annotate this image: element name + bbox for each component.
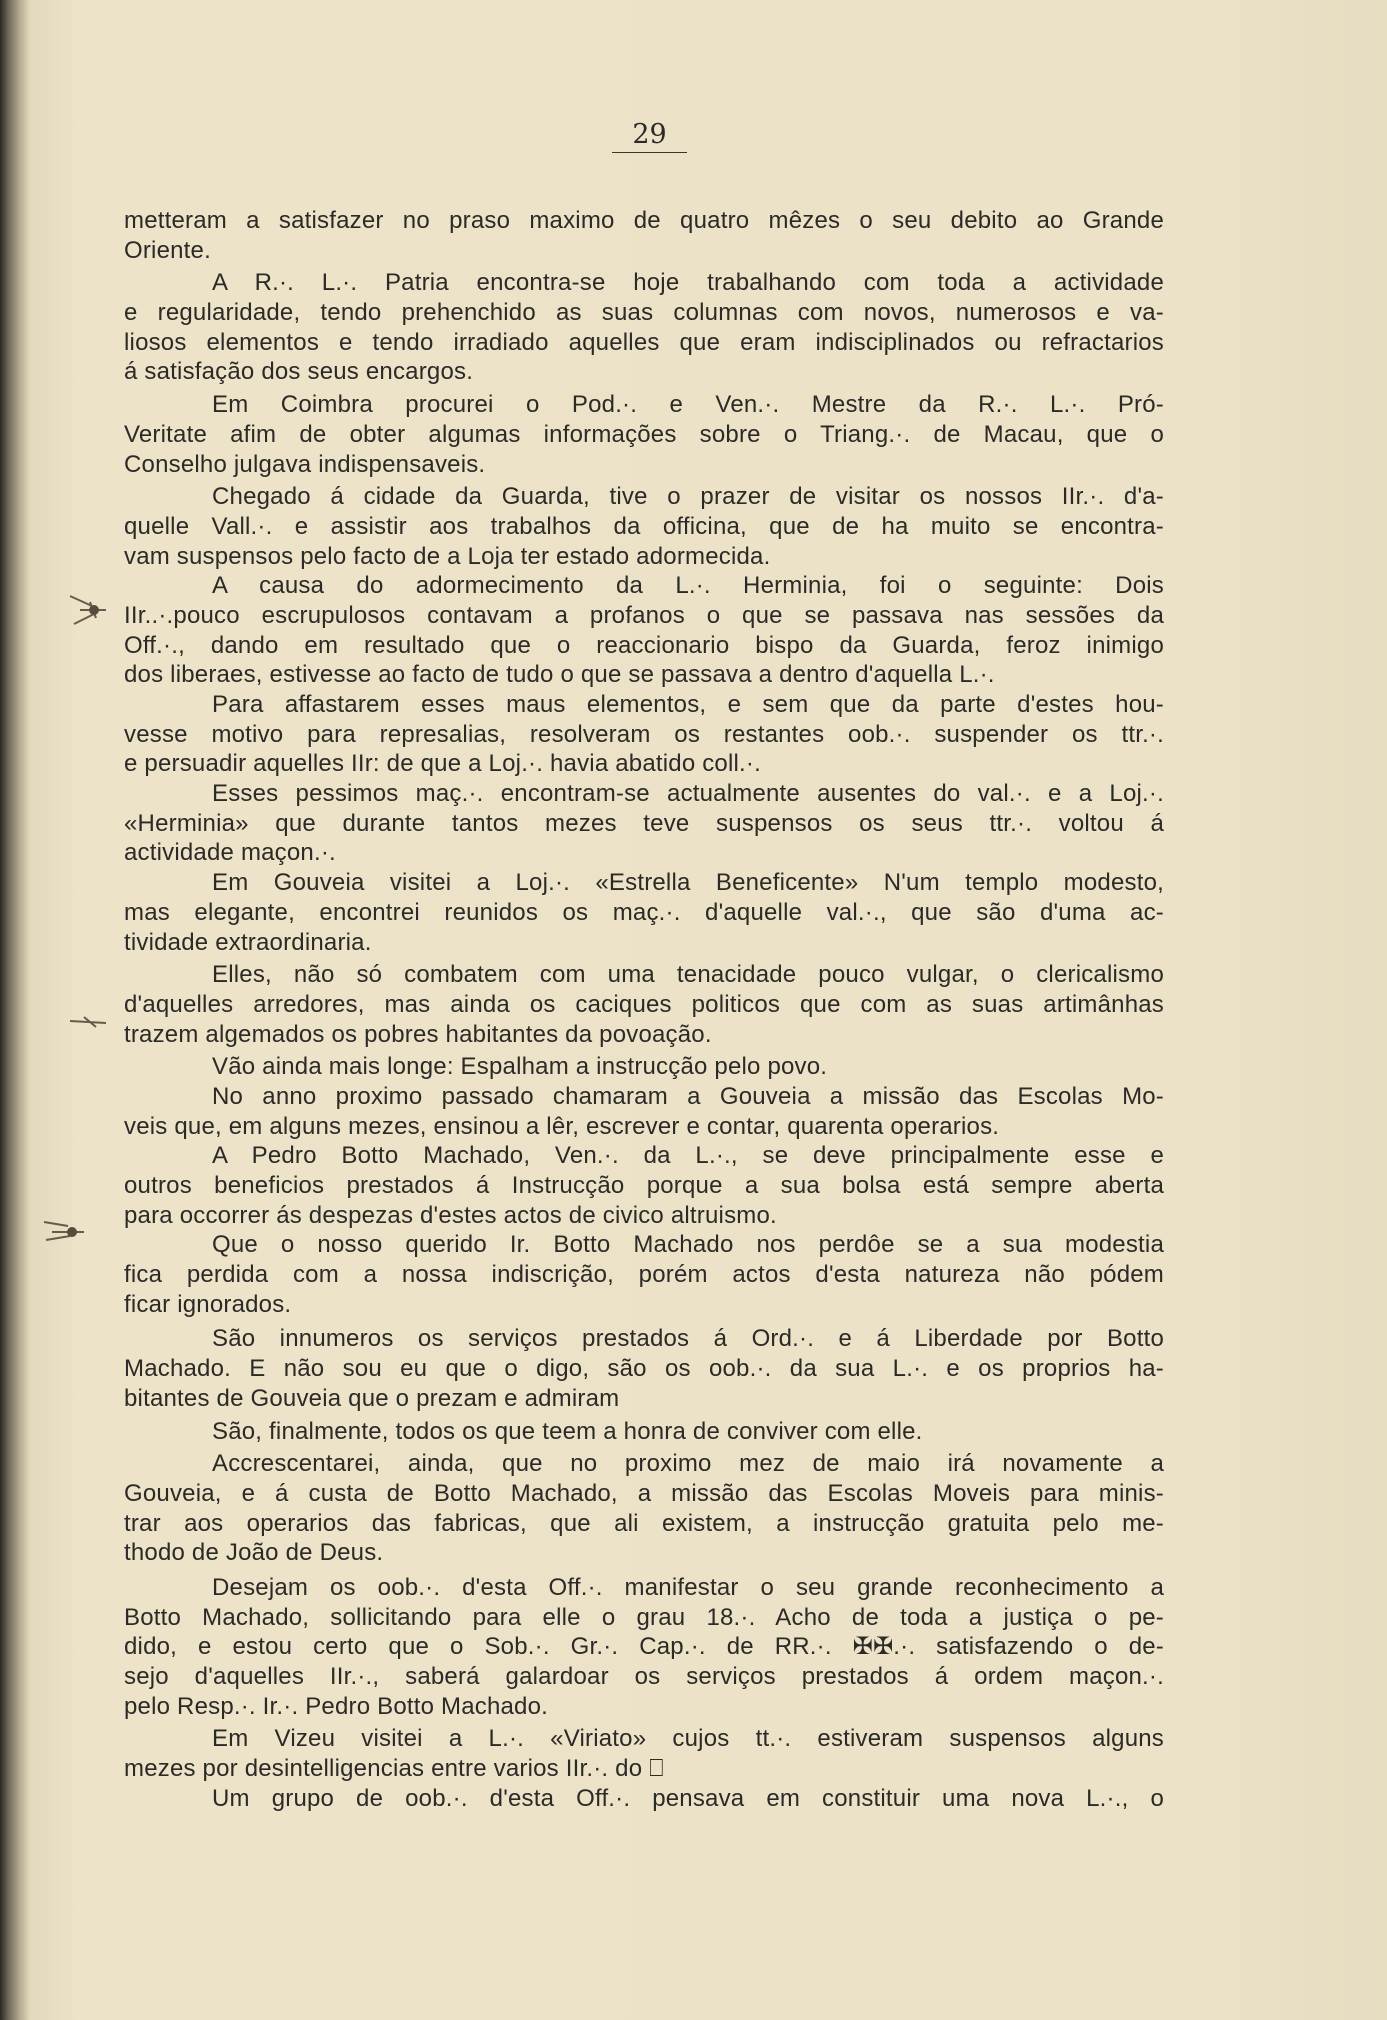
text-line: bitantes de Gouveia que o prezam e admiram [124,1384,620,1412]
text-line: metteram a satisfazer no praso maximo de quatro mêzes o seu debito ao Grande [124,207,1164,234]
text-line: e regularidade, tendo prehenchido as suas columnas com novos, numerosos e va- [124,299,1164,327]
text-line: Machado. E não sou eu que o digo, são os oob.·. da sua L.·. e os proprios ha- [124,1355,1164,1383]
text-line: sejo d'aquelles IIr.·., saberá galardoar os serviços prestados á ordem maçon.·. [124,1663,1164,1690]
text-line: trazem algemados os pobres habitantes da povoação. [124,1020,712,1048]
text-line: Conselho julgava indispensaveis. [124,450,486,478]
text-line: dido, e estou certo que o Sob.·. Gr.·. Cap.·. de RR.·. ✠✠.·. satisfazendo o de- [124,1633,1164,1661]
text-line: Em Coimbra procurei o Pod.·. e Ven.·. Mestre da R.·. L.·. Pró- [212,391,1164,419]
text-line: Para affastarem esses maus elementos, e sem que da parte d'estes hou- [212,691,1164,718]
text-line: A causa do adormecimento da L.·. Herminia, foi o seguinte: Dois [212,572,1164,600]
book-binding-edge [0,0,30,2020]
text-line: Gouveia, e á custa de Botto Machado, a missão das Escolas Moveis para minis- [124,1479,1164,1507]
text-line: trar aos operarios das fabricas, que ali existem, a instrucção gratuita pelo me- [124,1509,1164,1537]
text-line: liosos elementos e tendo irradiado aquelles que eram indisciplinados ou refractarios [124,328,1164,356]
text-line: A R.·. L.·. Patria encontra-se hoje trabalhando com toda a actividade [212,269,1164,297]
text-line: Elles, não só combatem com uma tenacidade pouco vulgar, o clericalismo [212,961,1164,989]
text-line: á satisfação dos seus encargos. [124,358,474,386]
text-line: e persuadir aquelles IIr: de que a Loj.·. havia abatido coll.·. [124,750,761,778]
text-line: mas elegante, encontrei reunidos os maç.·. d'aquelle val.·., que são d'uma ac- [124,898,1164,926]
margin-mark-icon [66,1003,114,1043]
text-line: Oriente. [124,236,211,264]
text-line: Chegado á cidade da Guarda, tive o prazer de visitar os nossos IIr.·. d'a- [212,483,1164,511]
text-line: Que o nosso querido Ir. Botto Machado nos perdôe se a sua modestia [212,1231,1164,1259]
text-line: thodo de João de Deus. [124,1539,384,1567]
text-line: Botto Machado, sollicitando para elle o grau 18.·. Acho de toda a justiça o pe- [124,1603,1164,1631]
text-line: Esses pessimos maç.·. encontram-se actualmente ausentes do val.·. e a Loj.·. [212,780,1164,808]
text-line: mezes por desintelligencias entre varios IIr.·. do ⎕ [124,1755,664,1783]
text-line: dos liberaes, estivesse ao facto de tudo o que se passava a dentro d'aquella L.·. [124,661,995,689]
text-line: para occorrer ás despezas d'estes actos de civico altruismo. [124,1201,777,1229]
text-line: vam suspensos pelo facto de a Loja ter estado adormecida. [124,542,771,570]
text-line: outros beneficios prestados á Instrucção porque a sua bolsa está sempre aberta [124,1172,1164,1199]
text-line: Em Gouveia visitei a Loj.·. «Estrella Beneficente» N'um templo modesto, [212,869,1164,897]
text-line: Vão ainda mais longe: Espalham a instrucção pelo povo. [212,1053,828,1081]
text-line: d'aquelles arredores, mas ainda os caciques politicos que com as suas artimânhas [124,990,1164,1018]
text-line: tividade extraordinaria. [124,928,372,956]
text-line: pelo Resp.·. Ir.·. Pedro Botto Machado. [124,1692,549,1720]
text-line: veis que, em alguns mezes, ensinou a lêr, escrever e contar, quarenta operarios. [124,1112,1000,1140]
body-text [124,206,1164,1813]
text-line: IIr..·.pouco escrupulosos contavam a profanos o que se passava nas sessões da [124,601,1164,629]
text-line: Accrescentarei, ainda, que no proximo mez de maio irá novamente a [212,1450,1164,1478]
text-line: Veritate afim de obter algumas informações sobre o Triang.·. de Macau, que o [124,420,1164,448]
text-line: Desejam os oob.·. d'esta Off.·. manifestar o seu grande reconhecimento a [212,1573,1164,1601]
text-line: No anno proximo passado chamaram a Gouveia a missão das Escolas Mo- [212,1082,1164,1110]
page-number: 29 [612,118,687,153]
text-line: São innumeros os serviços prestados á Ord.·. e á Liberdade por Botto [212,1325,1164,1353]
text-line: «Herminia» que durante tantos mezes teve suspensos os seus ttr.·. voltou á [124,809,1164,837]
text-line: fica perdida com a nossa indiscrição, porém actos d'esta natureza não pódem [124,1261,1164,1289]
text-line: São, finalmente, todos os que teem a honra de conviver com elle. [212,1417,923,1445]
text-line: Off.·., dando em resultado que o reaccionario bispo da Guarda, feroz inimigo [124,631,1164,659]
text-line: ficar ignorados. [124,1290,292,1318]
text-line: A Pedro Botto Machado, Ven.·. da L.·., se deve principalmente esse e [212,1142,1164,1170]
text-line: actividade maçon.·. [124,839,336,867]
text-line: quelle Vall.·. e assistir aos trabalhos da officina, que de ha muito se encontra- [124,512,1164,540]
margin-mark-icon [66,590,114,630]
text-line: Em Vizeu visitei a L.·. «Viriato» cujos tt.·. estiveram suspensos alguns [212,1725,1164,1753]
margin-mark-icon [40,1212,88,1252]
text-line: Um grupo de oob.·. d'esta Off.·. pensava em constituir uma nova L.·., o [212,1784,1164,1812]
text-line: vesse motivo para represalias, resolveram os restantes oob.·. suspender os ttr.·. [124,720,1164,748]
